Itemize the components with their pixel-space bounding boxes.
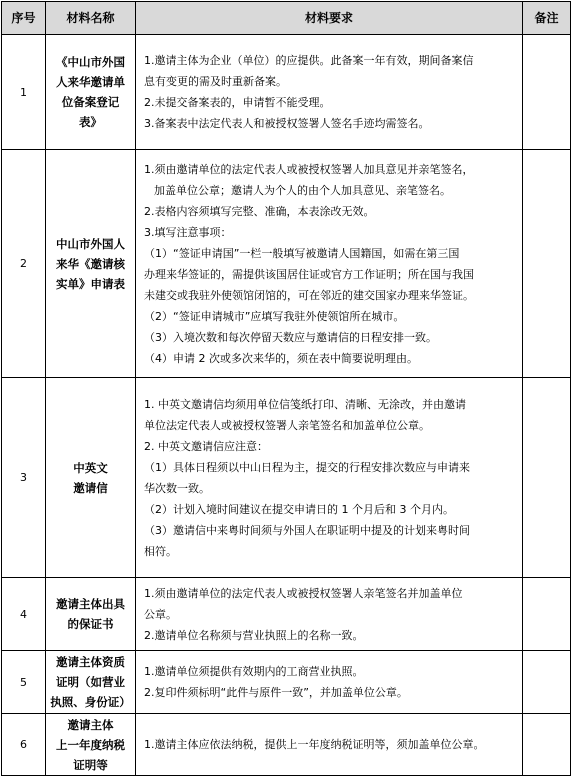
material-requirements bbox=[136, 651, 523, 714]
material-name-line: 实单》申请表 bbox=[56, 276, 125, 291]
requirement-line: 1.须由邀请单位的法定代表人或被授权签署人加具意见并亲笔签名， bbox=[144, 162, 474, 176]
material-name bbox=[46, 651, 136, 714]
requirement-line: 1. 中英文邀请信均须用单位信笺纸打印、清晰、无涂改，并由邀请 bbox=[144, 397, 466, 411]
material-name-line: 执照、身份证） bbox=[50, 695, 131, 709]
requirement-line: （1）“签证申请国”一栏一般填写被邀请人国籍国，如需在第三国 bbox=[144, 246, 460, 260]
material-name bbox=[46, 150, 136, 378]
requirement-line: 3.填写注意事项： bbox=[144, 225, 232, 239]
requirement-line: 加盖单位公章；邀请人为个人的由个人加具意见、亲笔签名。 bbox=[154, 183, 451, 197]
material-name-line: 来华《邀请核 bbox=[56, 256, 125, 271]
note-cell bbox=[523, 150, 571, 378]
material-name-line: 邀请主体出具 bbox=[56, 597, 125, 611]
header-index: 序号 bbox=[2, 2, 46, 35]
requirement-line: 公章。 bbox=[144, 607, 177, 621]
requirement-line: 1.邀请主体应依法纳税，提供上一年度纳税证明等，须加盖单位公章。 bbox=[144, 738, 485, 751]
table-row bbox=[2, 378, 571, 578]
table-row bbox=[2, 150, 571, 378]
requirement-line: 单位法定代表人或被授权签署人亲笔签名和加盖单位公章。 bbox=[144, 418, 430, 432]
material-name-line: 的保证书 bbox=[67, 617, 114, 631]
requirement-line: 相符。 bbox=[144, 544, 177, 558]
row-index: 6 bbox=[2, 714, 46, 776]
note-cell bbox=[523, 35, 571, 150]
material-name-line: 《中山市外国 bbox=[56, 55, 125, 69]
requirement-line: （3）入境次数和每次停留天数应与邀请信的日程安排一致。 bbox=[144, 330, 437, 344]
table-row bbox=[2, 35, 571, 150]
header-name: 材料名称 bbox=[46, 2, 136, 35]
note-cell bbox=[523, 378, 571, 578]
requirement-line: 1.邀请单位须提供有效期内的工商营业执照。 bbox=[144, 665, 364, 678]
materials-table bbox=[1, 1, 571, 776]
requirement-line: （2）“签证申请城市”应填写我驻外使领馆所在城市。 bbox=[144, 309, 405, 323]
note-cell bbox=[523, 651, 571, 714]
requirement-line: （1）具体日程须以中山日程为主，提交的行程安排次数应与申请来 bbox=[144, 460, 470, 474]
material-name-line: 表》 bbox=[79, 115, 102, 129]
material-name-line: 邀请主体资质 bbox=[56, 655, 125, 669]
material-name-line: 中英文 bbox=[73, 460, 108, 475]
material-requirements bbox=[136, 578, 523, 651]
requirement-line: 办理来华签证的，需提供该国居住证或官方工作证明；所在国与我国 bbox=[144, 267, 474, 281]
material-requirements bbox=[136, 150, 523, 378]
material-name-line: 上一年度纳税 bbox=[56, 737, 125, 752]
requirement-line: 息有变更的需及时重新备案。 bbox=[144, 75, 287, 88]
material-name bbox=[46, 378, 136, 578]
material-requirements bbox=[136, 378, 523, 578]
material-requirements bbox=[136, 714, 523, 776]
material-name-line: 证明等 bbox=[73, 757, 108, 772]
material-requirements bbox=[136, 35, 523, 150]
material-name bbox=[46, 578, 136, 651]
row-index: 2 bbox=[2, 150, 46, 378]
table-row bbox=[2, 578, 571, 651]
row-index: 1 bbox=[2, 35, 46, 150]
header-requirements: 材料要求 bbox=[136, 2, 523, 35]
requirement-line: 华次数一致。 bbox=[144, 481, 210, 495]
requirement-line: （4）申请 2 次或多次来华的，须在表中简要说明理由。 bbox=[144, 351, 418, 365]
row-index: 4 bbox=[2, 578, 46, 651]
requirement-line: 3.备案表中法定代表人和被授权签署人签名手迹均需签名。 bbox=[144, 117, 430, 130]
requirement-line: 2.复印件须标明“此件与原件一致”，并加盖单位公章。 bbox=[144, 686, 408, 699]
requirement-line: 1.须由邀请单位的法定代表人或被授权签署人亲笔签名并加盖单位 bbox=[144, 586, 463, 600]
material-name-line: 人来华邀请单 bbox=[56, 75, 125, 89]
requirement-line: 2.表格内容须填写完整、准确，本表涂改无效。 bbox=[144, 204, 375, 218]
note-cell bbox=[523, 578, 571, 651]
material-name-line: 邀请主体 bbox=[67, 717, 114, 732]
requirement-line: 2.未提交备案表的，申请暂不能受理。 bbox=[144, 96, 331, 109]
material-name-line: 位备案登记 bbox=[61, 95, 120, 109]
material-name-line: 中山市外国人 bbox=[56, 236, 125, 251]
table-row bbox=[2, 714, 571, 776]
requirement-line: （3）邀请信中来粤时间须与外国人在职证明中提及的计划来粤时间 bbox=[144, 523, 470, 537]
header-note: 备注 bbox=[523, 2, 571, 35]
material-name bbox=[46, 35, 136, 150]
requirement-line: 未建交或我驻外使领馆闭馆的，可在邻近的建交国家办理来华签证。 bbox=[144, 288, 474, 302]
header-row bbox=[2, 2, 571, 35]
requirement-line: 2.邀请单位名称须与营业执照上的名称一致。 bbox=[144, 628, 364, 642]
material-name bbox=[46, 714, 136, 776]
table-row bbox=[2, 651, 571, 714]
requirement-line: 2. 中英文邀请信应注意： bbox=[144, 439, 268, 453]
row-index: 5 bbox=[2, 651, 46, 714]
requirement-line: 1.邀请主体为企业（单位）的应提供。此备案一年有效，期间备案信 bbox=[144, 54, 474, 67]
material-name-line: 证明（如营业 bbox=[56, 675, 125, 689]
note-cell bbox=[523, 714, 571, 776]
row-index: 3 bbox=[2, 378, 46, 578]
material-name-line: 邀请信 bbox=[73, 480, 108, 495]
requirement-line: （2）计划入境时间建议在提交申请日的 1 个月后和 3 个月内。 bbox=[144, 502, 454, 516]
